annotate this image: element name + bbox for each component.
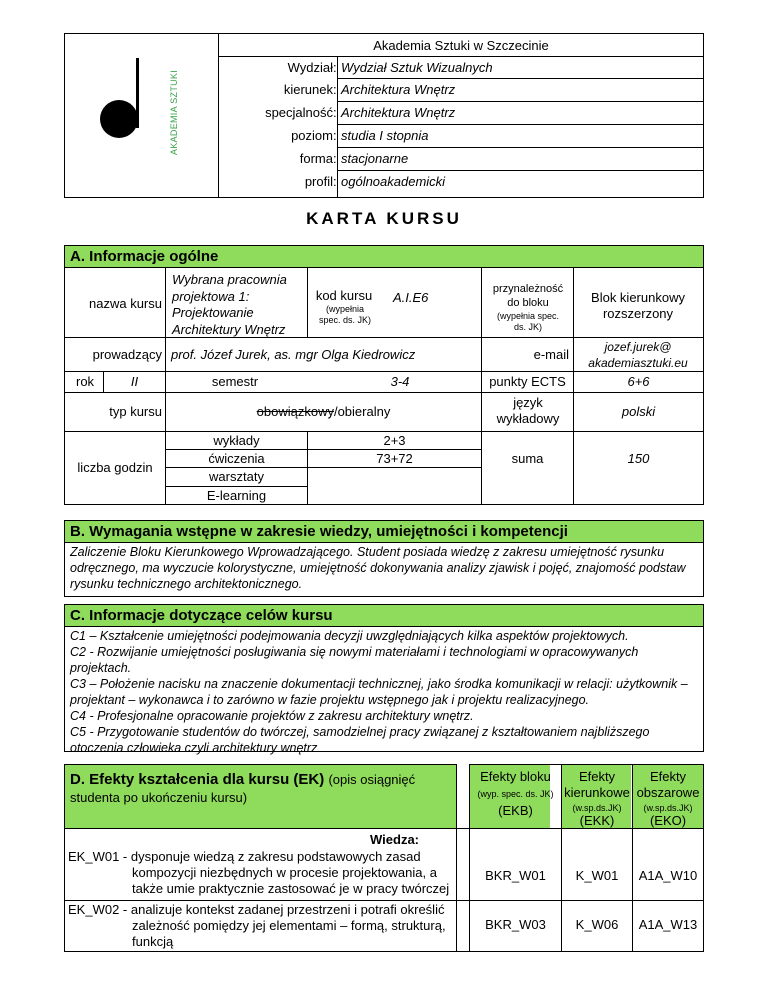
- ek-row-1-ekb: BKR_W01: [485, 868, 546, 883]
- section-c-text: C1 – Kształcenie umiejętności podejmowania decyzji uwzględniających kilka aspektów projektowych. C2 - Rozwijanie umiejętności posługiwania się nowymi materiałami i technologiami w opracowywanych projektach. C3 – Położenie nacisku na znaczenie dokumentacji technicznej, jako środka komunikacji w relacji: użytkownik – projektant – wykonawca i to zarówno w fazie projektu wstępnego jak i projektu realizacyjnego. C4 - Profesjonalne opracowanie projektów z zakresu architektury wnętrz. C5 - Przygotowanie studentów do twórczej, samodzielnej pracy związanej z kształtowaniem najbliższego otoczenia człowieka czyli architektury wnętrz: [70, 629, 688, 755]
- przynaleznosc-value: Blok kierunkowy rozszerzony: [591, 290, 685, 321]
- logo-circle: [100, 100, 138, 138]
- ek-row-2-eko: A1A_W13: [638, 917, 698, 932]
- ek-row-1-text: EK_W01 - dysponuje wiedzą z zakresu podstawowych zasad kompozycji niezbędnych w procesie projektowania, a także umie praktycznie zastosować je w pracy twórczej: [68, 849, 450, 896]
- col3-title: Efekty obszarowe: [636, 769, 700, 800]
- ek-row-1-eko: A1A_W10: [638, 868, 698, 883]
- suma-label: suma: [511, 451, 544, 466]
- cwiczenia-value: 73+72: [376, 451, 413, 466]
- semestr-value: 3-4: [390, 374, 410, 389]
- kod-kursu-label: kod kursu: [315, 288, 373, 303]
- col1-code: (EKB): [498, 803, 533, 818]
- ek-row-1-ekk: K_W01: [575, 868, 619, 883]
- typ-kursu-rest: /obieralny: [333, 404, 391, 419]
- header-value-forma: stacjonarne: [341, 151, 409, 166]
- header-label-kierunek: kierunek: [283, 82, 333, 97]
- section-d-subtitle: studenta po ukończeniu kursu): [70, 790, 248, 805]
- wiedza-label: Wiedza:: [370, 832, 419, 847]
- header-label-profil: profil: [304, 174, 333, 189]
- header-value-profil: ogólnoakademicki: [341, 174, 446, 189]
- ects-label: punkty ECTS: [489, 374, 566, 389]
- section-d-title-main: D. Efekty kształcenia dla kursu (EK): [70, 771, 325, 788]
- header-label-specjalnosc: specjalność: [265, 105, 333, 120]
- elearning-label: E-learning: [206, 488, 267, 503]
- header-label-forma: forma: [299, 151, 333, 166]
- wyklady-value: 2+3: [383, 433, 406, 448]
- logo-text: AKADEMIA SZTUKI: [169, 69, 179, 155]
- prowadzacy-label: prowadzący: [92, 347, 162, 362]
- col2-title: Efekty kierunkowe: [564, 769, 630, 800]
- section-a-title: A. Informacje ogólne: [70, 248, 219, 265]
- jezyk-label: język wykładowy: [496, 395, 560, 426]
- nazwa-kursu-value: Wybrana pracownia projektowa 1: Projektowanie Architektury Wnętrz: [172, 272, 287, 337]
- typ-kursu-value: [166, 404, 481, 420]
- header-value-poziom: studia I stopnia: [341, 128, 429, 143]
- warsztaty-label: warsztaty: [209, 469, 264, 484]
- rok-value: II: [130, 374, 139, 389]
- header-value-wydzial: Wydział Sztuk Wizualnych: [341, 60, 493, 75]
- ects-value: 6+6: [627, 374, 650, 389]
- cwiczenia-label: ćwiczenia: [208, 451, 265, 466]
- prowadzacy-value: prof. Józef Jurek, as. mgr Olga Kiedrowicz: [171, 347, 416, 362]
- section-c-title: C. Informacje dotyczące celów kursu: [70, 607, 333, 624]
- header-value-specjalnosc: Architektura Wnętrz: [341, 105, 456, 120]
- wyklady-label: wykłady: [213, 433, 260, 448]
- section-d-title: [70, 772, 450, 788]
- col2-code: (EKK): [579, 813, 615, 828]
- suma-value: 150: [627, 451, 650, 466]
- col2-note: (w.sp.ds.JK): [572, 803, 622, 813]
- email-value: jozef.jurek@ akademiasztuki.eu: [588, 340, 688, 370]
- semestr-label: semestr: [211, 374, 259, 389]
- ek-row-2-ekb: BKR_W03: [485, 917, 546, 932]
- ek-row-2-ekk: K_W06: [575, 917, 619, 932]
- institution-name: Akademia Sztuki w Szczecinie: [373, 38, 549, 53]
- email-label: e-mail: [533, 347, 569, 362]
- header-label-poziom: poziom: [291, 128, 333, 143]
- header-label-wydzial: Wydział: [287, 60, 333, 75]
- typ-kursu-label: typ kursu: [109, 404, 162, 419]
- section-d-title-note: (opis osiągnięć: [328, 772, 416, 787]
- ek-row-2-text: EK_W02 - analizuje kontekst zadanej przestrzeni i potrafi określić zależność pomiędzy jej elementami – formą, strukturą, funkcją: [68, 902, 446, 949]
- kod-kursu-note: (wypełnia spec. ds. JK): [318, 304, 372, 325]
- przynaleznosc-note: (wypełnia spec. ds. JK): [496, 311, 560, 332]
- kod-kursu-value: A.I.E6: [393, 290, 429, 305]
- header-value-kierunek: Architektura Wnętrz: [341, 82, 456, 97]
- col3-code: (EKO): [649, 813, 687, 828]
- section-b-text: Zaliczenie Bloku Kierunkowego Wprowadzającego. Student posiada wiedzę z zakresu umiejętność rysunku odręcznego, ma wyczucie kolorystyczne, umiejętność dokonywania analizy zjawisk i pojęć, znajomość podstaw rysunku technicznego architektonicznego.: [70, 545, 686, 591]
- nazwa-kursu-label: nazwa kursu: [89, 296, 162, 311]
- jezyk-value: polski: [621, 404, 656, 419]
- col1-title: Efekty bloku: [480, 769, 551, 784]
- przynaleznosc-label: przynależność do bloku: [492, 283, 564, 309]
- typ-kursu-struck: obowiązkowy: [256, 404, 334, 419]
- page-title: KARTA KURSU: [306, 209, 462, 228]
- col1-note: (wyp. spec. ds. JK): [477, 789, 554, 799]
- liczba-godzin-label: liczba godzin: [77, 460, 153, 475]
- rok-label: rok: [76, 374, 95, 389]
- section-b-title: B. Wymagania wstępne w zakresie wiedzy, umiejętności i kompetencji: [70, 523, 568, 540]
- col3-note: (w.sp.ds.JK): [643, 803, 693, 813]
